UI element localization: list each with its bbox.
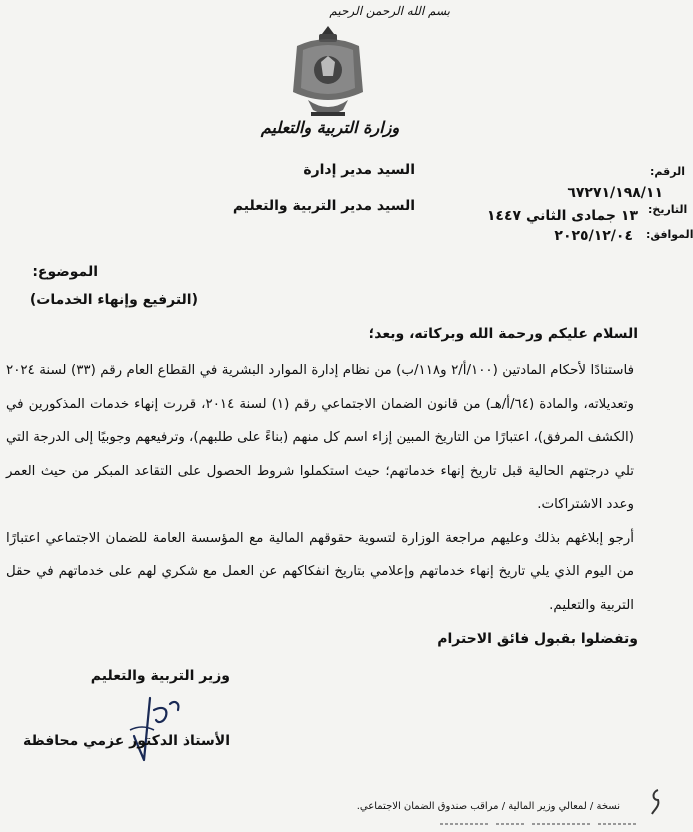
- minister-title: وزير التربية والتعليم: [90, 668, 230, 684]
- greeting: السلام عليكم ورحمة الله وبركاته، وبعد؛: [368, 326, 638, 342]
- corresponding-label: الموافق:: [646, 228, 693, 241]
- ref-label-wrap: [508, 163, 685, 187]
- ref-label: الرقم:: [650, 165, 685, 178]
- body-paragraph-1: فاستنادًا لأحكام المادتين (١٠٠/أ/٢ و١١٨/ب) من نظام إدارة الموارد البشرية في القطاع العام رقم (٣٣) لسنة ٢٠٢٤ وتعديلاته، والمادة (٦٤/أ/هـ) من قانون الضمان الاجتماعي رقم (١) لسنة ٢٠١٤، قررت إنهاء خدمات المذكورين في (الكشف المرفق)، اعتبارًا من التاريخ المبين إزاء اسم كل منهم (بناءً على طلبهم)، وترفيعهم وجوبيًا إلى الدرجة التي تلي درجتهم الحالية قبل تاريخ إنهاء خدماتهم؛ حيث استكملوا شروط الحصول على التقاعد المبكر من حيث العمر وعدد الاشتراكات.: [5, 363, 635, 512]
- letter-body: [6, 354, 634, 622]
- date-hijri: ١٣ جمادى الثاني ١٤٤٧: [486, 208, 638, 224]
- subject-label: الموضوع:: [32, 264, 98, 280]
- body-paragraph-2: أرجو إبلاغهم بذلك وعليهم مراجعة الوزارة لتسوية حقوقهم المالية مع المؤسسة العامة للضمان الاجتماعي اعتبارًا من اليوم الذي يلي تاريخ إنهاء خدماتهم وإعلامي بتاريخ انفكاكهم عن العمل مع شكري لهم على خدماتهم في حقل التربية والتعليم.: [6, 530, 634, 613]
- coat-of-arms-emblem: [283, 22, 373, 122]
- basmala: بسم الله الرحمن الرحيم: [329, 4, 450, 18]
- handwritten-signature: [110, 690, 200, 770]
- cc-line-1: نسخة / لمعالي وزير المالية / مراقب صندوق الضمان الاجتماعي.: [356, 801, 620, 812]
- signer-name: الأستاذ الدكتور عزمي محافظة: [22, 733, 230, 749]
- date-label: التاريخ:: [648, 203, 688, 216]
- addressee-line-1: السيد مدير إدارة: [303, 162, 415, 178]
- margin-scribble: [648, 786, 662, 816]
- closing-line: وتفضلوا بقبول فائق الاحترام: [437, 631, 638, 647]
- date-gregorian: ٢٠٢٥/١٢/٠٤: [554, 228, 633, 244]
- ref-value: ٦٧٢٧١/١٩٨/١١: [567, 185, 663, 201]
- cc-line-2-cutoff: [340, 818, 640, 830]
- subject-text: (الترفيع وإنهاء الخدمات): [29, 292, 198, 308]
- ministry-name: وزارة التربية والتعليم: [260, 118, 400, 137]
- addressee-line-2: السيد مدير التربية والتعليم: [232, 198, 415, 214]
